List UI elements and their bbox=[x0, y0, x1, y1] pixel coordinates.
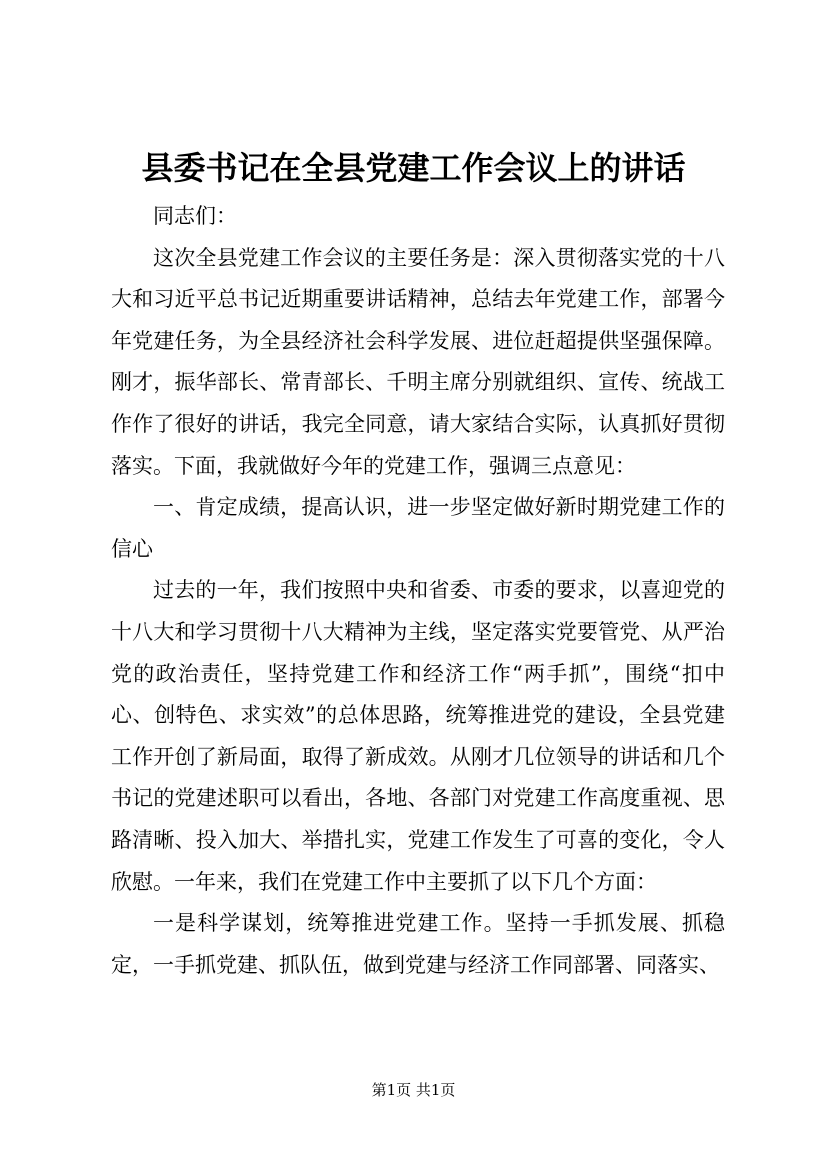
document-title: 县委书记在全县党建工作会议上的讲话 bbox=[141, 149, 686, 187]
document-body bbox=[111, 196, 725, 986]
paragraph-review: 过去的一年，我们按照中央和省委、市委的要求，以喜迎党的十八大和学习贯彻十八大精神为主线，坚定落实党要管党、从严治党的政治责任，坚持党建工作和经济工作“两手抓”，围绕“扣中心、创特色、求实效”的总体思路，统筹推进党的建设，全县党建工作开创了新局面，取得了新成效。从刚才几位领导的讲话和几个书记的党建述职可以看出，各地、各部门对党建工作高度重视、思路清晰、投入加大、举措扎实，党建工作发生了可喜的变化，令人欣慰。一年来，我们在党建工作中主要抓了以下几个方面： bbox=[111, 578, 725, 894]
salutation: 同志们： bbox=[153, 204, 237, 228]
paragraph-point-1: 一是科学谋划，统筹推进党建工作。坚持一手抓发展、抓稳定，一手抓党建、抓队伍，做到党建与经济工作同部署、同落实、 bbox=[111, 911, 725, 977]
paragraph-intro: 这次全县党建工作会议的主要任务是：深入贯彻落实党的十八大和习近平总书记近期重要讲话精神，总结去年党建工作，部署今年党建任务，为全县经济社会科学发展、进位赶超提供坚强保障。刚才，振华部长、常青部长、千明主席分别就组织、宣传、统战工作作了很好的讲话，我完全同意，请大家结合实际，认真抓好贯彻落实。下面，我就做好今年的党建工作，强调三点意见： bbox=[111, 245, 725, 478]
page-footer: 第1页 共1页 bbox=[371, 1081, 456, 1099]
section-heading-1: 一、肯定成绩，提高认识，进一步坚定做好新时期党建工作的信心 bbox=[111, 495, 725, 561]
